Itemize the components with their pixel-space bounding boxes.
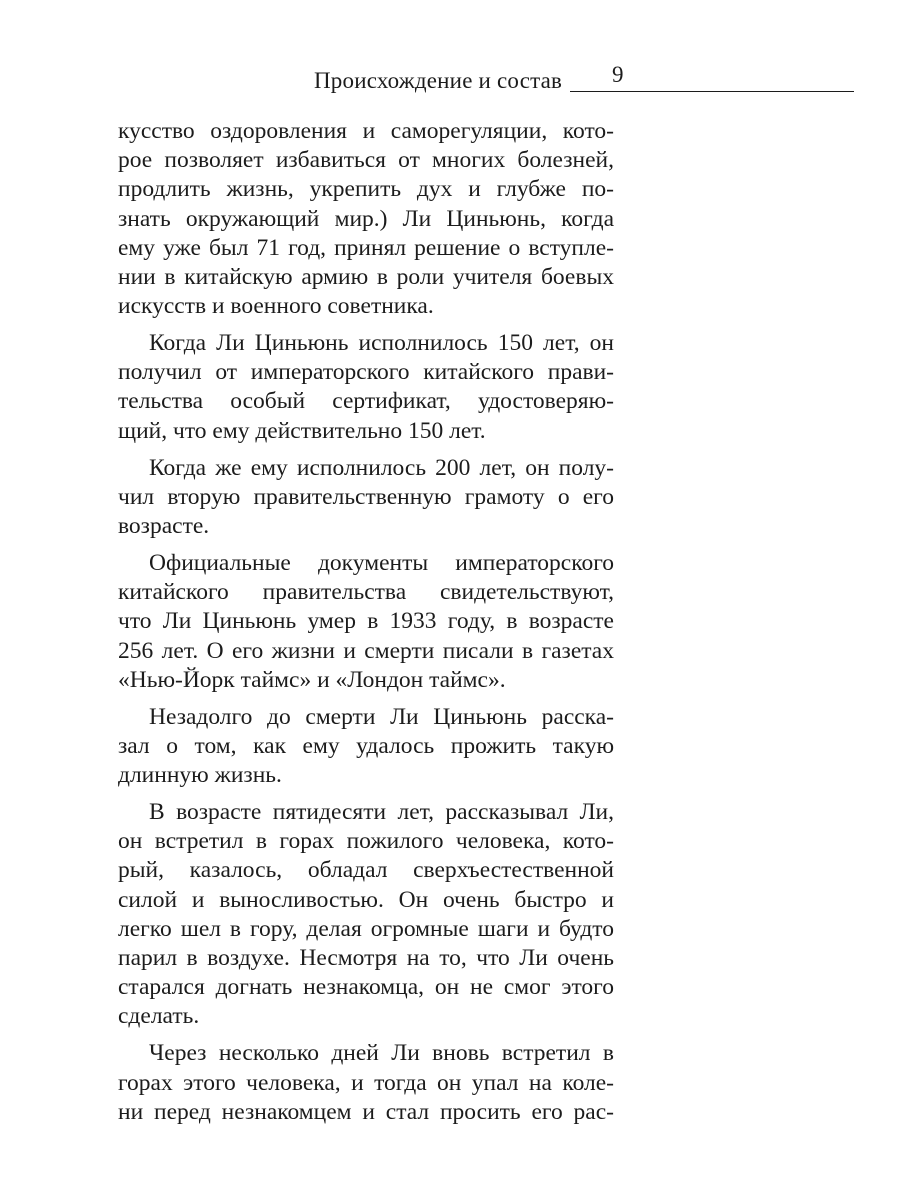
text-line: Незадолго до смерти Ли Циньюнь расска-	[149, 703, 614, 730]
text-line: старался догнать незнакомца, он не смог этого	[118, 974, 614, 1001]
text-line: Когда же ему исполнилось 200 лет, он полу-	[149, 454, 614, 481]
text-line: тельства особый сертификат, удостоверяю-	[118, 388, 614, 415]
text-line: силой и выносливостью. Он очень быстро и	[118, 886, 614, 913]
text-line: парил в воздухе. Несмотря на то, что Ли очень	[118, 945, 614, 972]
text-line: рый, казалось, обладал сверхъестественной	[118, 857, 614, 884]
text-line: что Ли Циньюнь умер в 1933 году, в возрасте	[118, 608, 614, 635]
text-line: нии в китайскую армию в роли учителя боевых	[118, 263, 614, 290]
text-line: возрасте.	[118, 513, 210, 540]
text-line: зал о том, как ему удалось прожить такую	[118, 732, 614, 759]
text-line: Когда Ли Циньюнь исполнилось 150 лет, он	[149, 330, 614, 357]
page-number: 9	[612, 62, 624, 87]
paragraph	[118, 798, 614, 1032]
running-header	[314, 64, 854, 96]
text-line: «Нью-Йорк таймс» и «Лондон таймс».	[118, 666, 506, 693]
text-line: искусств и военного советника.	[118, 293, 434, 320]
text-line: ни перед незнакомцем и стал просить его рас-	[118, 1098, 614, 1125]
text-line: легко шел в гору, делая огромные шаги и будто	[118, 915, 614, 942]
text-line: рое позволяет избавиться от многих болезней,	[118, 147, 614, 174]
paragraph	[118, 454, 614, 542]
text-line: получил от императорского китайского прави-	[118, 359, 614, 386]
text-line: длинную жизнь.	[118, 762, 282, 789]
text-line: китайского правительства свидетельствуют,	[118, 579, 614, 606]
text-line: он встретил в горах пожилого человека, кото-	[118, 828, 614, 855]
text-line: продлить жизнь, укрепить дух и глубже по-	[118, 176, 614, 203]
text-line: сделать.	[118, 1003, 200, 1030]
text-line: чил вторую правительственную грамоту о его	[118, 483, 614, 510]
paragraph	[118, 703, 614, 791]
text-line: щий, что ему действительно 150 лет.	[118, 417, 486, 444]
paragraph	[118, 329, 614, 446]
text-line: 256 лет. О его жизни и смерти писали в газетах	[118, 637, 614, 664]
header-rule	[570, 91, 854, 92]
text-line: Через несколько дней Ли вновь встретил в	[149, 1040, 614, 1067]
paragraph	[118, 549, 614, 695]
text-line: кусство оздоровления и саморегуляции, кото-	[118, 118, 614, 144]
text-line: В возрасте пятидесяти лет, рассказывал Ли,	[149, 799, 614, 826]
text-line: горах этого человека, и тогда он упал на коле-	[118, 1069, 614, 1096]
paragraph	[118, 117, 614, 321]
running-title: Происхождение и состав	[314, 68, 563, 93]
body-text	[118, 117, 614, 1135]
text-line: ему уже был 71 год, принял решение о вступле-	[118, 234, 614, 261]
paragraph	[118, 1039, 614, 1127]
text-line: знать окружающий мир.) Ли Циньюнь, когда	[118, 205, 614, 232]
text-line: Официальные документы императорского	[149, 550, 614, 577]
